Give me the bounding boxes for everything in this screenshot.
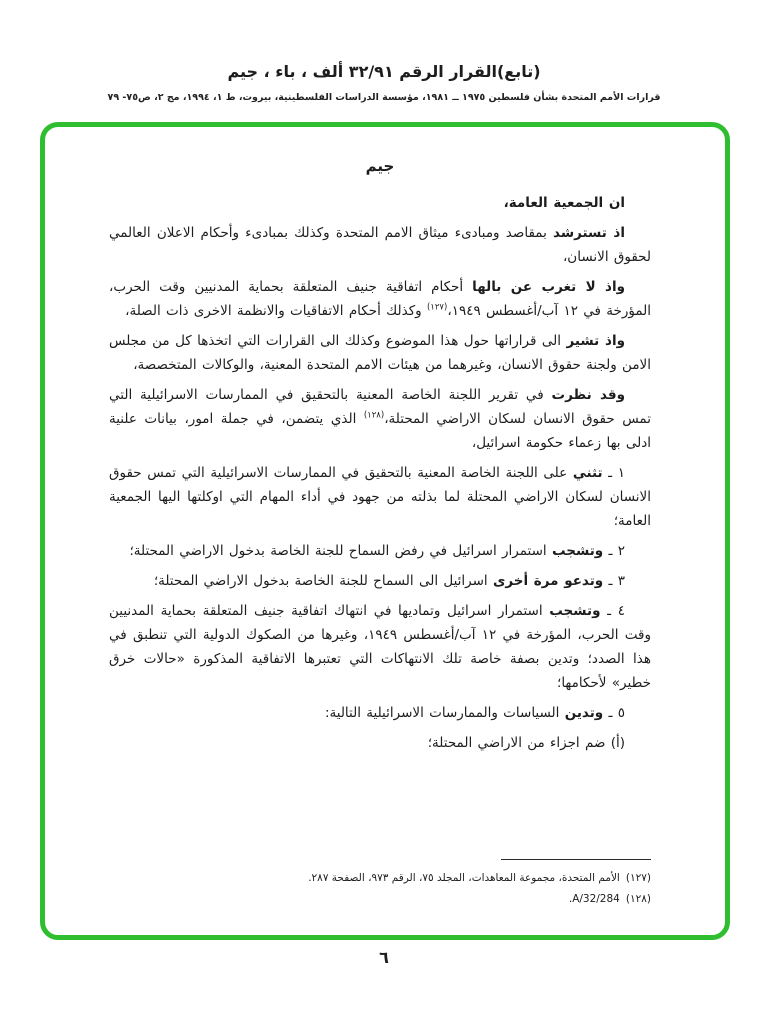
paragraph-text: استمرار اسرائيل في رفض السماح للجنة الخاصة بدخول الاراضي المحتلة؛ <box>129 543 552 559</box>
paragraph-text: بمقاصد ومبادىء ميثاق الامم المتحدة وكذلك بمبادىء وأحكام الاعلان العالمي لحقوق الانسان، <box>109 225 651 265</box>
paragraph-number: ٣ ـ <box>603 573 625 589</box>
paragraph <box>109 731 651 755</box>
paragraph-lead: تثني <box>572 465 603 481</box>
paragraph-number: ٥ ـ <box>603 705 625 721</box>
footnote-separator <box>501 859 651 860</box>
footnote-ref: (١٢٧) <box>426 302 448 313</box>
paragraph <box>109 569 651 593</box>
footnote-label: (١٢٧) <box>625 872 651 884</box>
paragraph-lead: وتدين <box>564 705 604 721</box>
paragraph <box>109 461 651 533</box>
paragraph-lead: واذ لا تغرب عن بالها <box>472 279 625 295</box>
paragraph-lead: اذ تسترشد <box>553 225 625 241</box>
paragraph-text: (أ) ضم اجزاء من الاراضي المحتلة؛ <box>427 735 625 751</box>
paragraph-text: السياسات والممارسات الاسرائيلية التالية: <box>324 705 565 721</box>
document-header <box>0 0 768 103</box>
section-letter: جيم <box>365 157 395 175</box>
paragraph-lead: وتدعو مرة أخرى <box>492 573 604 589</box>
paragraph-text: الذي يتضمن، في جملة امور، بيانات علنية ادلى بها زعماء حكومة اسرائيل، <box>109 411 651 451</box>
paragraph-text: وكذلك أحكام الاتفاقيات والانظمة الاخرى ذات الصلة، <box>125 303 427 319</box>
footnote <box>295 869 651 887</box>
paragraph-lead: ان الجمعية العامة، <box>503 195 625 211</box>
footnote <box>295 890 651 908</box>
document-source-line: قرارات الأمم المتحدة بشأن فلسطين ١٩٧٥ ــ ١٩٨١، مؤسسة الدراسات الفلسطينية، بيروت، ط ١، ١٩٩٤، مج ٢، ص٧٥- ٧٩ <box>107 92 661 103</box>
paragraph <box>109 191 651 215</box>
footnote-label: (١٢٨) <box>625 893 651 905</box>
paragraph <box>109 275 651 323</box>
page-number: ٦ <box>379 948 389 967</box>
footnote-text: A/32/284. <box>568 893 620 905</box>
paragraph-lead: واذ تشير <box>566 333 625 349</box>
paragraph <box>109 599 651 695</box>
footnotes-section <box>295 859 651 911</box>
paragraph-text: اسرائيل الى السماح للجنة الخاصة بدخول الاراضي المحتلة؛ <box>153 573 493 589</box>
paragraph-number: ٢ ـ <box>603 543 625 559</box>
paragraph-number: ١ ـ <box>602 465 625 481</box>
paragraph <box>109 539 651 563</box>
paragraph-number: ٤ ـ <box>600 603 625 619</box>
paragraph <box>109 221 651 269</box>
paragraph-text: في تقرير اللجنة الخاصة المعنية بالتحقيق في الممارسات الاسرائيلية التي تمس حقوق الانسان لسكان الاراضي المحتلة، <box>109 387 651 427</box>
document-title: (تابع)القرار الرقم ٣٢/٩١ ألف ، باء ، جيم <box>227 62 541 81</box>
paragraph-text: أحكام اتفاقية جنيف المتعلقة بحماية المدنيين وقت الحرب، المؤرخة في ١٢ آب/أغسطس ١٩٤٩، <box>109 279 651 319</box>
content-frame <box>40 122 730 940</box>
paragraph-lead: وتشجب <box>551 543 604 559</box>
paragraph <box>109 383 651 455</box>
paragraph-lead: وقد نظرت <box>551 387 625 403</box>
paragraph-text: الى قراراتها حول هذا الموضوع وكذلك الى القرارات التي اتخذها كل من مجلس الامن ولجنة حقوق الانسان، وغيرهما من هيئات الامم المتحدة المعنية، والوكالات المتخصصة، <box>109 333 651 373</box>
paragraph <box>109 329 651 377</box>
footnote-text: الأمم المتحدة، مجموعة المعاهدات، المجلد ٧٥، الرقم ٩٧٣، الصفحة ٢٨٧. <box>308 872 620 884</box>
paragraph <box>109 701 651 725</box>
paragraph-text: على اللجنة الخاصة المعنية بالتحقيق في الممارسات الاسرائيلية التي تمس حقوق الانسان لسكان الاراضي المحتلة لما بذلته من جهود في أداء المهام التي اوكلتها اليها الجمعية العامة؛ <box>109 465 651 529</box>
footnote-ref: (١٢٨) <box>363 410 385 421</box>
paragraph-lead: وتشجب <box>549 603 601 619</box>
paragraph-text: استمرار اسرائيل وتماديها في انتهاك اتفاقية جنيف المتعلقة بحماية المدنيين وقت الحرب، المؤرخة في ١٢ آب/أغسطس ١٩٤٩، وغيرها من الصكوك الدولية التي تنطبق في هذا الصدد؛ وتدين بصفة خاصة تلك الانتهاكات التي تعتبرها الاتفاقية المذكورة «حالات خرق خطير» لأحكامها؛ <box>109 603 651 691</box>
